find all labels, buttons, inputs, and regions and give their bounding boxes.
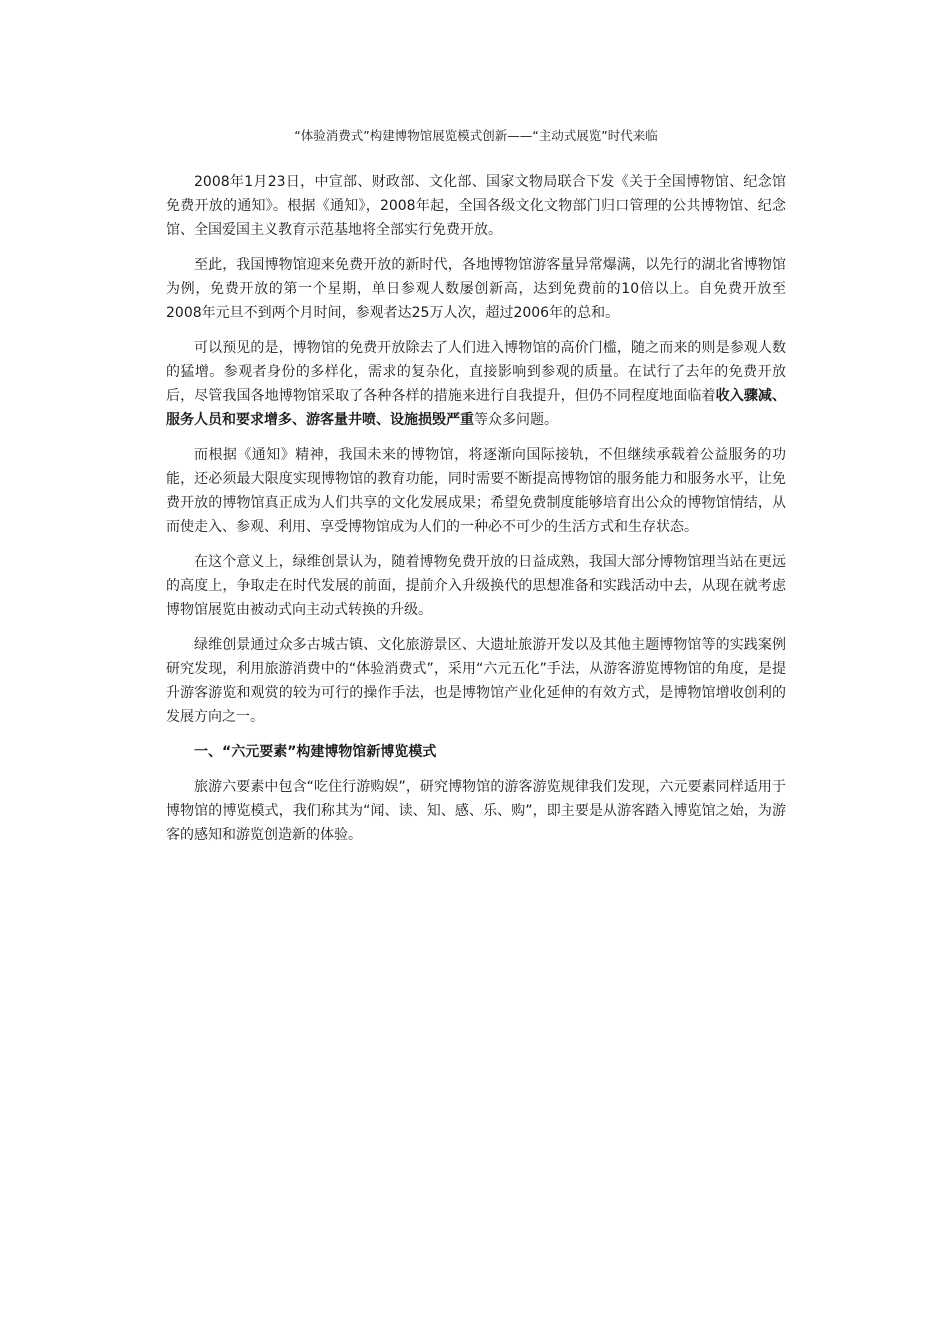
paragraph-challenges-tail: 等众多问题。 [474,412,558,428]
section-heading: 一、“六元要素”构建博物馆新博览模式 [194,744,437,760]
document-title: “体验消费式”构建博物馆展览模式创新——“主动式展览”时代来临 [294,128,658,143]
document-body [166,170,786,858]
paragraph-notice: 2008年1月23日，中宣部、财政部、文化部、国家文物局联合下发《关于全国博物馆、纪念馆免费开放的通知》。根据《通知》，2008年起，全国各级文化文物部门归口管理的公共博物馆、纪念馆、全国爱国主义教育示范基地将全部实行免费开放。 [166,174,786,238]
paragraph-visitor-surge: 至此，我国博物馆迎来免费开放的新时代，各地博物馆游客量异常爆满，以先行的湖北省博物馆为例，免费开放的第一个星期，单日参观人数屡创新高，达到免费前的10倍以上。自免费开放至2008年元旦不到两个月时间，参观者达25万人次，超过2006年的总和。 [166,257,786,321]
paragraph-experience-consumption: 绿维创景通过众多古城古镇、文化旅游景区、大遗址旅游开发以及其他主题博物馆等的实践案例研究发现，利用旅游消费中的“体验消费式”，采用“六元五化”手法，从游客游览博物馆的角度，是提升游客游览和观赏的较为可行的操作手法，也是博物馆产业化延伸的有效方式，是博物馆增收创利的发展方向之一。 [166,637,786,725]
paragraph-challenges-text: 可以预见的是，博物馆的免费开放除去了人们进入博物馆的高价门槛，随之而来的则是参观人数的猛增。参观者身份的多样化，需求的复杂化，直接影响到参观的质量。在试行了去年的免费开放后，尽管我国各地博物馆采取了各种各样的措施来进行自我提升，但仍不同程度地面临着 [166,340,786,404]
paragraph-challenges [166,336,786,432]
paragraph-challenges-bold: 收入骤减、服务人员和要求增多、游客量井喷、设施损毁严重 [166,388,787,428]
paragraph-future-museum: 而根据《通知》精神，我国未来的博物馆，将逐渐向国际接轨，不但继续承载着公益服务的功能，还必须最大限度实现博物馆的教育功能，同时需要不断提高博物馆的服务能力和服务水平，让免费开放的博物馆真正成为人们共享的文化发展成果；希望免费制度能够培育出公众的博物馆情结，从而使走入、参观、利用、享受博物馆成为人们的一种必不可少的生活方式和生存状态。 [166,447,786,535]
paragraph-upgrade: 在这个意义上，绿维创景认为，随着博物免费开放的日益成熟，我国大部分博物馆理当站在更远的高度上，争取走在时代发展的前面，提前介入升级换代的思想准备和实践活动中去，从现在就考虑博物馆展览由被动式向主动式转换的升级。 [166,554,786,618]
paragraph-six-elements: 旅游六要素中包含“吃住行游购娱”，研究博物馆的游客游览规律我们发现，六元要素同样适用于博物馆的博览模式，我们称其为“闻、读、知、感、乐、购”，即主要是从游客踏入博览馆之始，为游客的感知和游览创造新的体验。 [166,779,786,843]
